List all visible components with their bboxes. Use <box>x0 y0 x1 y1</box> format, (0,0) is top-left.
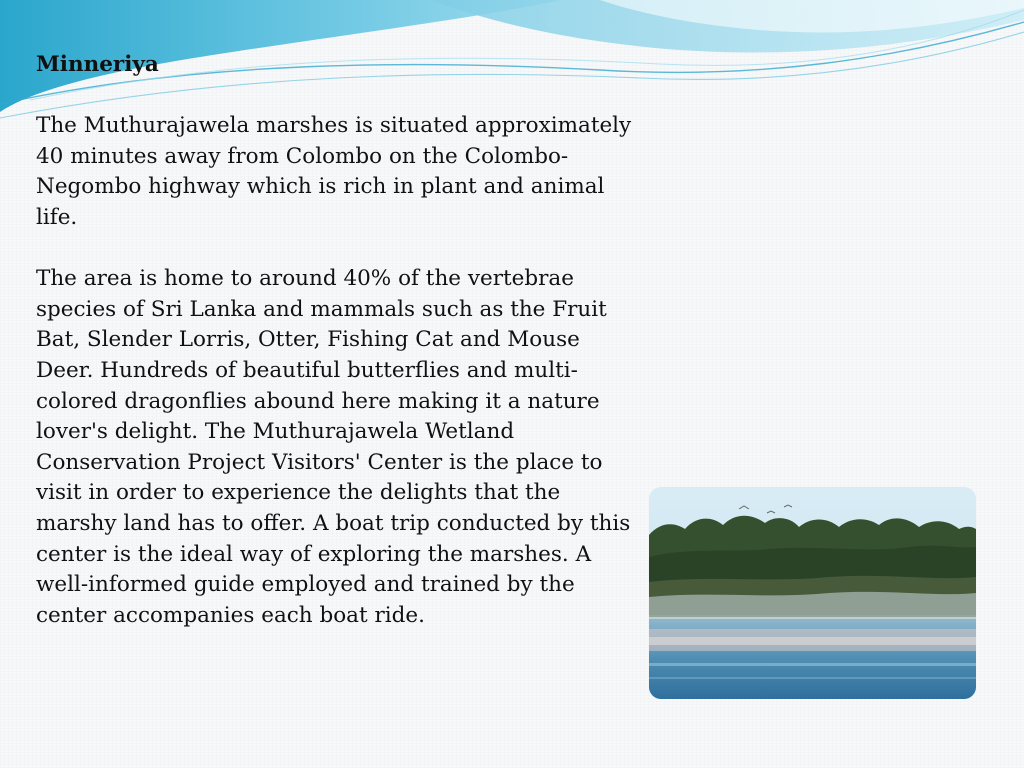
wetland-photo <box>649 487 976 699</box>
slide-title: Minneriya <box>36 52 159 77</box>
paragraph-intro: The Muthurajawela marshes is situated approximately 40 minutes away from Colombo on the Colombo-Negombo highway which is rich in plant and animal life. <box>36 113 632 230</box>
paragraph-wildlife: The area is home to around 40% of the vertebrae species of Sri Lanka and mammals such as the Fruit Bat, Slender Lorris, Otter, Fishing Cat and Mouse Deer. Hundreds of beautiful butterflies and multi-colored dragonflies abound here making it a nature lover's delight. The Muthurajawela Wetland Conservation Project Visitors' Center is the place to visit in order to experience the delights that the marshy land has to offer. A boat trip conducted by this center is the ideal way of exploring the marshes. A well-informed guide employed and trained by the center accompanies each boat ride. <box>36 266 631 628</box>
slide-content <box>36 50 636 662</box>
